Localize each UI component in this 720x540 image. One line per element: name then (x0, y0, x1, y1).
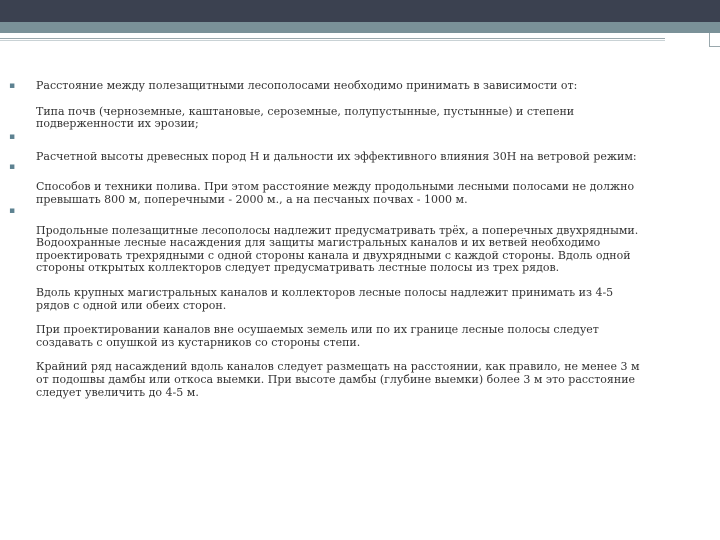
paragraph-text: Расстояние между полезащитными лесополосами необходимо принимать в зависимости от: (36, 79, 578, 92)
bullet-icon: ▪ (9, 81, 16, 91)
paragraph-main-canals (36, 287, 648, 312)
header-bar (0, 0, 720, 22)
paragraph-text: Способов и техники полива. При этом расстояние между продольными лесными полосами не должно превышать 800 м, поперечными - 2000 м., а на песчаных почвах - 1000 м. (36, 180, 635, 206)
paragraph-longitudinal-belts (9, 205, 648, 275)
paragraph-canal-design (36, 324, 648, 349)
paragraph-irrigation (9, 162, 648, 206)
paragraph-text: Продольные полезащитные лесополосы надлежит предусматривать трёх, а поперечных двухрядными. Водоохранные лесные насаждения для защиты магистральных каналов и их ветвей необходимо проектировать трехрядными с одной стороны канала и двухрядными с каждой стороны. Вдоль одной стороны открытых коллекторов следует предусматривать лестные полосы из трех рядов. (36, 223, 639, 275)
paragraph-text: Крайний ряд насаждений вдоль каналов следует размещать на расстоянии, как правило, не менее 3 м от подошвы дамбы или откоса выемки. При высоте дамбы (глубине выемки) более 3 м это расстояние следует увеличить до 4-5 м. (36, 360, 640, 399)
header-rule-secondary (0, 40, 665, 41)
paragraph-text: Вдоль крупных магистральных каналов и коллекторов лесные полосы надлежит принимать из 4-5 рядов с одной или обеих сторон. (36, 285, 614, 312)
paragraph-outer-row (36, 361, 648, 399)
paragraph-text: При проектировании каналов вне осушаемых земель или по их границе лесные полосы следует создавать с опушкой из кустарников со стороны степи. (36, 323, 599, 349)
header-stripe (0, 22, 720, 33)
bullet-icon: ▪ (9, 205, 16, 216)
bullet-icon: ▪ (9, 162, 16, 173)
paragraph-tree-height (9, 131, 648, 164)
paragraph-distance-intro (9, 79, 648, 93)
paragraph-text: Типа почв (черноземные, каштановые, сероземные, полупустынные, пустынные) и степени подверженности их эрозии; (36, 104, 575, 131)
slide-body (9, 79, 648, 399)
header-corner-ornament (709, 33, 720, 47)
header-rule (0, 38, 665, 39)
paragraph-soil-type (36, 106, 648, 131)
paragraph-text: Расчетной высоты древесных пород Н и дальности их эффективного влияния 30Н на ветровой режим: (36, 149, 637, 163)
bullet-icon: ▪ (9, 131, 16, 142)
